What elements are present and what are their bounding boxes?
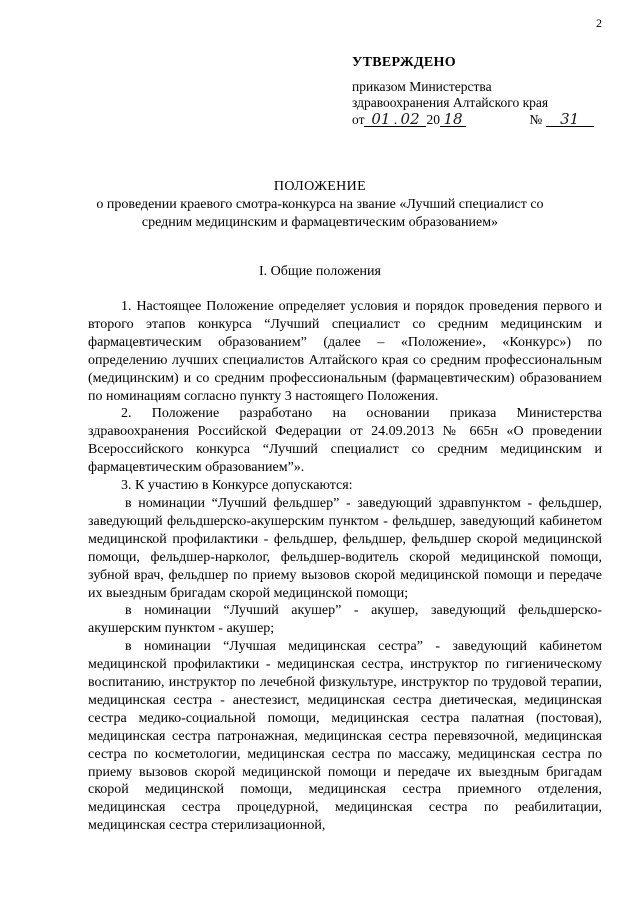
nomination-akusher: в номинации “Лучший акушер” - акушер, заведующий фельдшерско-акушерским пунктом - акушер; bbox=[88, 603, 602, 637]
document-title bbox=[0, 178, 640, 232]
title-heading: ПОЛОЖЕНИЕ bbox=[273, 179, 367, 194]
approval-line-2: здравоохранения Алтайского края bbox=[352, 95, 549, 110]
order-number: 31 bbox=[560, 110, 580, 128]
nomination-feldsher: в номинации “Лучший фельдшер” - заведующий здравпунктом - фельдшер, заведующий фельдшерско-акушерским пунктом - фельдшер, заведующий кабинетом медицинской профилактики - фельдшер, фельдшер, фельдшер скорой медицинской помощи, фельдшер-нарколог, фельдшер-водитель скорой медицинской помощи, зубной врач, фельдшер по приему вызовов скорой медицинской помощи и передаче их выездным бригадам скорой медицинской помощи; bbox=[88, 495, 602, 601]
page-number: 2 bbox=[596, 16, 602, 30]
date-prefix: от bbox=[352, 112, 365, 127]
number-blank bbox=[546, 111, 594, 127]
title-line-2: средним медицинским и фармацевтическим образованием» bbox=[141, 215, 499, 230]
approval-line-1: приказом Министерства bbox=[352, 79, 492, 94]
paragraph-1: 1. Настоящее Положение определяет условия и порядок проведения первого и второго этапов конкурса “Лучший специалист со средним медицинским и фармацевтическим образованием” (далее – «Положение», «Конкурс») по определению лучших специалистов Алтайского края со средним профессиональным (медицинским) и со средним профессиональным (фармацевтическим) образованием по номинациям согласно пункту 3 настоящего Положения. bbox=[88, 299, 602, 404]
paragraph-2: 2. Положение разработано на основании приказа Министерства здравоохранения Российской Федерации от 24.09.2013 № 665н «О проведении Всероссийского конкурса “Лучший специалист со средним медицинским и фармацевтическим образованием”». bbox=[88, 406, 602, 476]
nomination-nurse: в номинации “Лучшая медицинская сестра” - заведующий кабинетом медицинской профилактики - медицинская сестра, инструктор по гигиеническому воспитанию, инструктор по лечебной физкультуре, инструктор по трудовой терапии, медицинская сестра - анестезист, медицинская сестра диетическая, медицинская сестра медико-социальной помощи, медицинская сестра палатная (постовая), медицинская сестра патронажная, медицинская сестра перевязочной, медицинская сестра по косметологии, медицинская сестра по массажу, медицинская сестра по приему вызовов скорой медицинской помощи и передаче их выездным бригадам скорой медицинской помощи, медицинская сестра приемного отделения, медицинская сестра процедурной, медицинская сестра по реабилитации, медицинская сестра стерилизационной, bbox=[88, 639, 602, 834]
approval-date-line bbox=[352, 111, 594, 128]
title-line-1: о проведении краевого смотра-конкурса на звание «Лучший специалист со bbox=[96, 197, 544, 212]
approval-heading: УТВЕРЖДЕНО bbox=[352, 55, 456, 70]
date-year-blank bbox=[440, 111, 466, 127]
date-century: 20 bbox=[426, 112, 440, 127]
date-day-month: 01 . 02 bbox=[364, 111, 426, 127]
date-day: 01 bbox=[371, 110, 391, 128]
document-body bbox=[88, 298, 602, 835]
date-month: 02 bbox=[400, 110, 420, 128]
paragraph-3: 3. К участию в Конкурсе допускаются: bbox=[121, 478, 353, 494]
date-year: 18 bbox=[443, 110, 463, 128]
section-heading: I. Общие положения bbox=[259, 264, 381, 279]
approval-stamp bbox=[352, 55, 594, 128]
number-label: № bbox=[529, 112, 543, 127]
